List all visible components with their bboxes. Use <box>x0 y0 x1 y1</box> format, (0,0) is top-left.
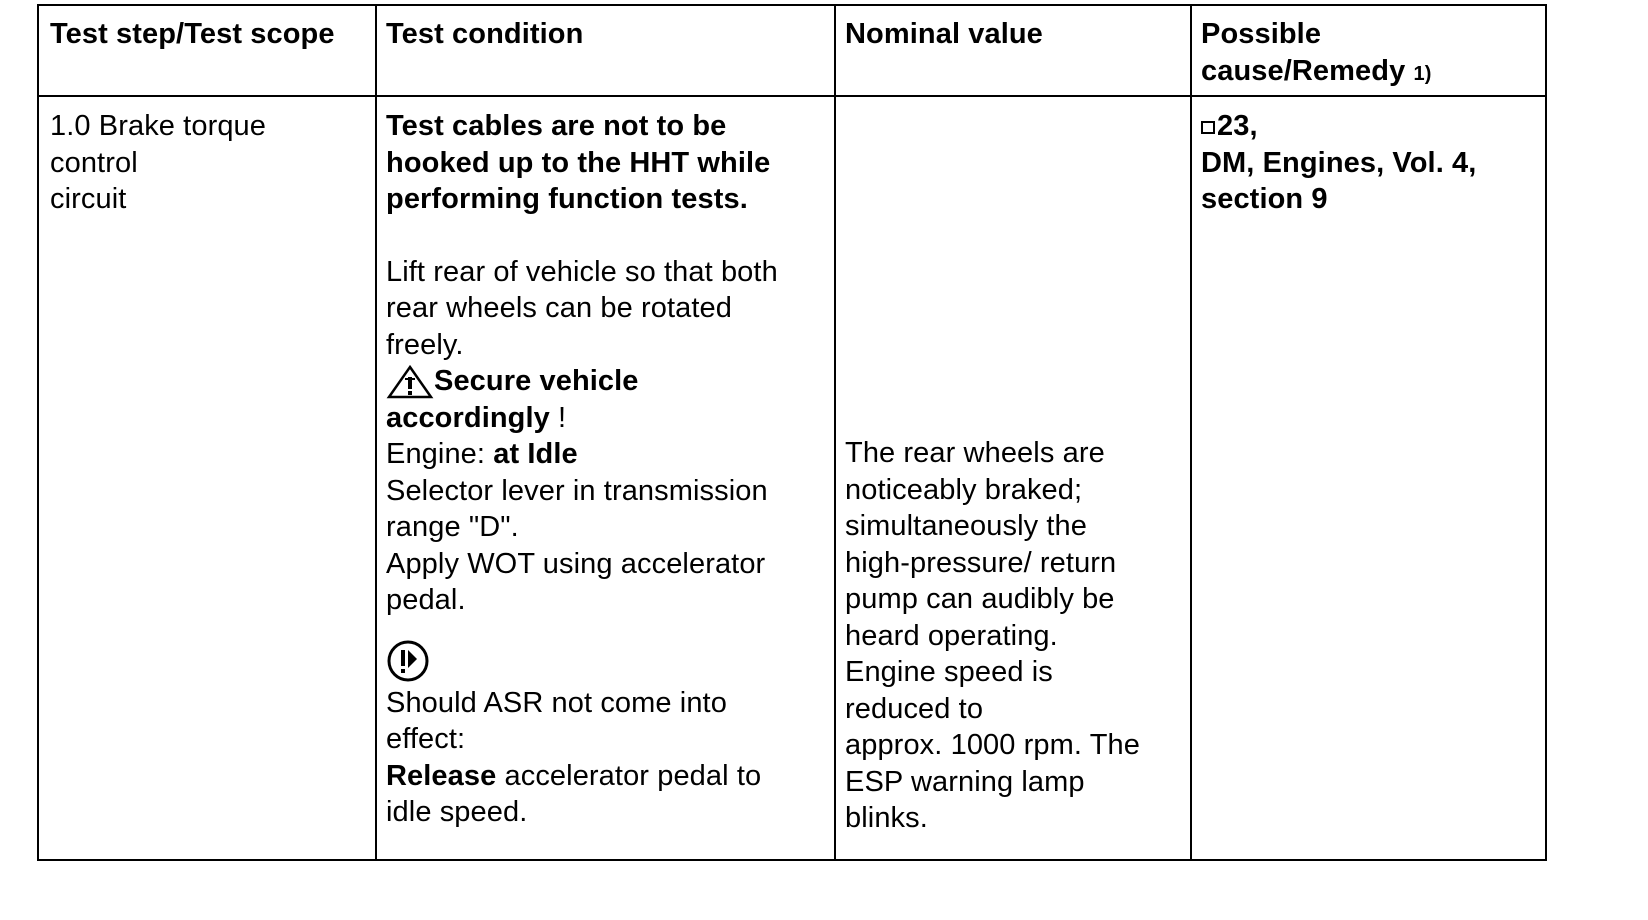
column-divider <box>1190 6 1192 859</box>
header-test-step: Test step/Test scope <box>50 18 335 50</box>
warning-line: Secure vehicle <box>386 363 778 400</box>
column-divider <box>834 6 836 859</box>
remedy-reference[interactable]: 23, <box>1201 108 1476 145</box>
column-divider <box>375 6 377 859</box>
reference-box-icon <box>1201 121 1215 134</box>
header-possible-cause: Possible cause/Remedy 1) <box>1201 18 1432 87</box>
nominal-value-cell: The rear wheels are noticeably braked; simultaneously the high-pressure/ return pump can audibly be heard operating. Engine speed is reduced to approx. 1000 rpm. The ESP warning lamp blinks. <box>845 437 1140 834</box>
test-condition-cell: Test cables are not to be hooked up to the HHT while performing function tests. Lift rear of vehicle so that both rear wheels can be rotated freely. Secure vehicle accordingly ! Engine: at Idle Selector lever in transmission range "D". Apply WOT using accelerator pedal. Should ASR not come into effect: Release accelerator pedal to idle speed. <box>386 110 778 828</box>
header-test-condition: Test condition <box>386 18 584 50</box>
warning-triangle-icon <box>386 364 438 400</box>
test-table <box>37 4 1547 861</box>
footnote-marker: 1) <box>1413 62 1432 85</box>
test-scope-cell: 1.0 Brake torque control circuit <box>50 110 267 215</box>
header-nominal-value: Nominal value <box>845 18 1043 50</box>
header-divider <box>39 95 1545 97</box>
remedy-cell: 23, DM, Engines, Vol. 4, section 9 <box>1201 110 1477 215</box>
note-info-icon <box>386 639 430 683</box>
